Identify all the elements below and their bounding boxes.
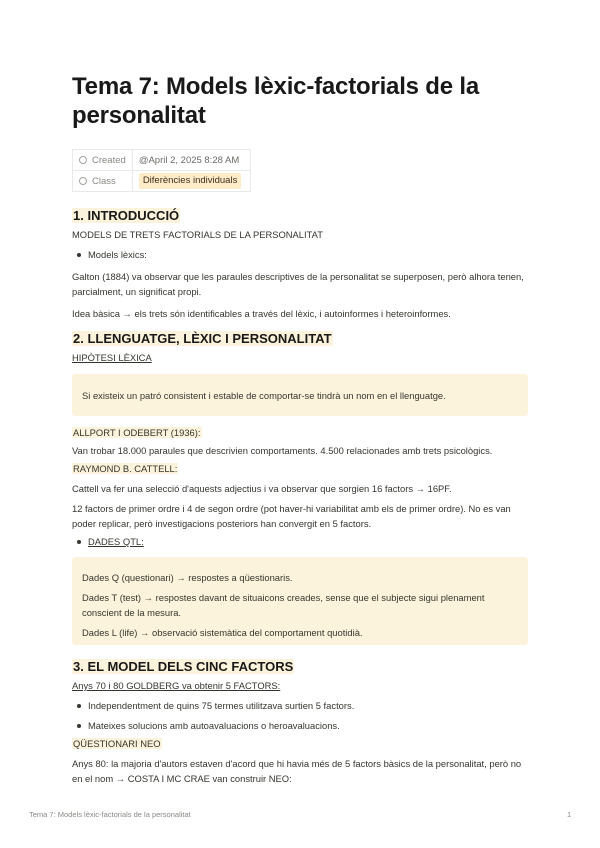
property-value	[132, 171, 250, 192]
list-icon	[79, 177, 87, 185]
paragraph: Galton (1884) va observar que les paraules descriptives de la personalitat se superposen, però alhora tenen, parcialment, un significat propi.	[72, 271, 524, 297]
heading-text: ALLPORT I ODEBERT (1936):	[73, 427, 201, 438]
footer-title: Tema 7: Models lèxic-factorials de la personalitat	[29, 810, 191, 819]
heading-text: RAYMOND B. CATTELL:	[73, 463, 178, 474]
callout-line: Dades T (test) → respostes davant de situaicons creades, sense que el subjecte sigui plenament conscient de la mesura.	[82, 592, 485, 618]
cattell-heading	[72, 461, 528, 476]
paragraph: Van trobar 18.000 paraules que descrivien comportaments. 4.500 relacionades amb trets psicològics.	[72, 445, 493, 456]
property-row-created	[73, 150, 251, 171]
heading-text: 1. INTRODUCCIÓ	[73, 208, 180, 223]
paragraph: Cattell va fer una selecció d'aquests adjectius i va observar que sorgien 16 factors → 16PF.	[72, 483, 452, 494]
section-heading-cinc-factors	[72, 659, 528, 675]
clock-icon	[79, 156, 87, 164]
property-row-class	[73, 171, 251, 192]
section-subheading: MODELS DE TRETS FACTORIALS DE LA PERSONALITAT	[72, 229, 323, 240]
property-label: Created	[92, 154, 126, 166]
section-subheading: Anys 70 i 80 GOLDBERG va obtenir 5 FACTORS:	[72, 680, 281, 691]
class-tag[interactable]: Diferències individuals	[139, 173, 242, 189]
bullet-list	[72, 247, 528, 262]
callout-text: Si existeix un patró consistent i estable de comportar-se tindrà un nom en el llenguatge.	[82, 390, 446, 401]
callout-block	[72, 374, 528, 416]
heading-text: 2. LLENGUATGE, LÈXIC I PERSONALITAT	[73, 331, 332, 346]
allport-heading	[72, 425, 528, 440]
bullet-list	[72, 698, 528, 733]
section-subheading: HIPÒTESI LÈXICA	[72, 352, 152, 363]
property-value: @April 2, 2025 8:28 AM	[132, 150, 250, 171]
properties-table	[72, 149, 251, 192]
bullet-list	[72, 534, 528, 549]
heading-text: 3. EL MODEL DELS CINC FACTORS	[73, 659, 294, 674]
paragraph: Idea bàsica → els trets són identificables a través del lèxic, i autoinformes i heteroinformes.	[72, 308, 451, 319]
paragraph: 12 factors de primer ordre i 4 de segon ordre (pot haver-hi variabilitat amb els de primer ordre). No es van poder replicar, però investigacions posteriors han convergit en 5 factors.	[72, 503, 511, 529]
list-item: Independentment de quins 75 termes utilitzava surtien 5 factors.	[72, 698, 528, 713]
list-item: Models lèxics:	[72, 247, 528, 262]
heading-text: QÜESTIONARI NEO	[73, 738, 161, 749]
page-title: Tema 7: Models lèxic-factorials de la personalitat	[72, 73, 479, 129]
paragraph: Anys 80: la majoria d'autors estaven d'acord que hi havia més de 5 factors bàsics de la personalitat, però no en el nom → COSTA I MC CRAE van construir NEO:	[72, 758, 522, 784]
document-content	[72, 72, 528, 786]
section-heading-llenguatge	[72, 331, 528, 347]
section-heading-introduccio	[72, 208, 528, 224]
callout-line: Dades Q (questionari) → respostes a qüestionaris.	[82, 572, 293, 583]
property-key	[73, 150, 133, 171]
callout-line: Dades L (life) → observació sistemàtica del comportament quotidià.	[82, 627, 363, 638]
list-item: DADES QTL:	[72, 534, 528, 549]
list-item: Mateixes solucions amb autoavaluacions o heroavaluacions.	[72, 718, 528, 733]
neo-heading	[72, 736, 528, 751]
property-label: Class	[92, 175, 116, 187]
page-number: 1	[567, 810, 572, 819]
property-key	[73, 171, 133, 192]
callout-block	[72, 557, 528, 645]
